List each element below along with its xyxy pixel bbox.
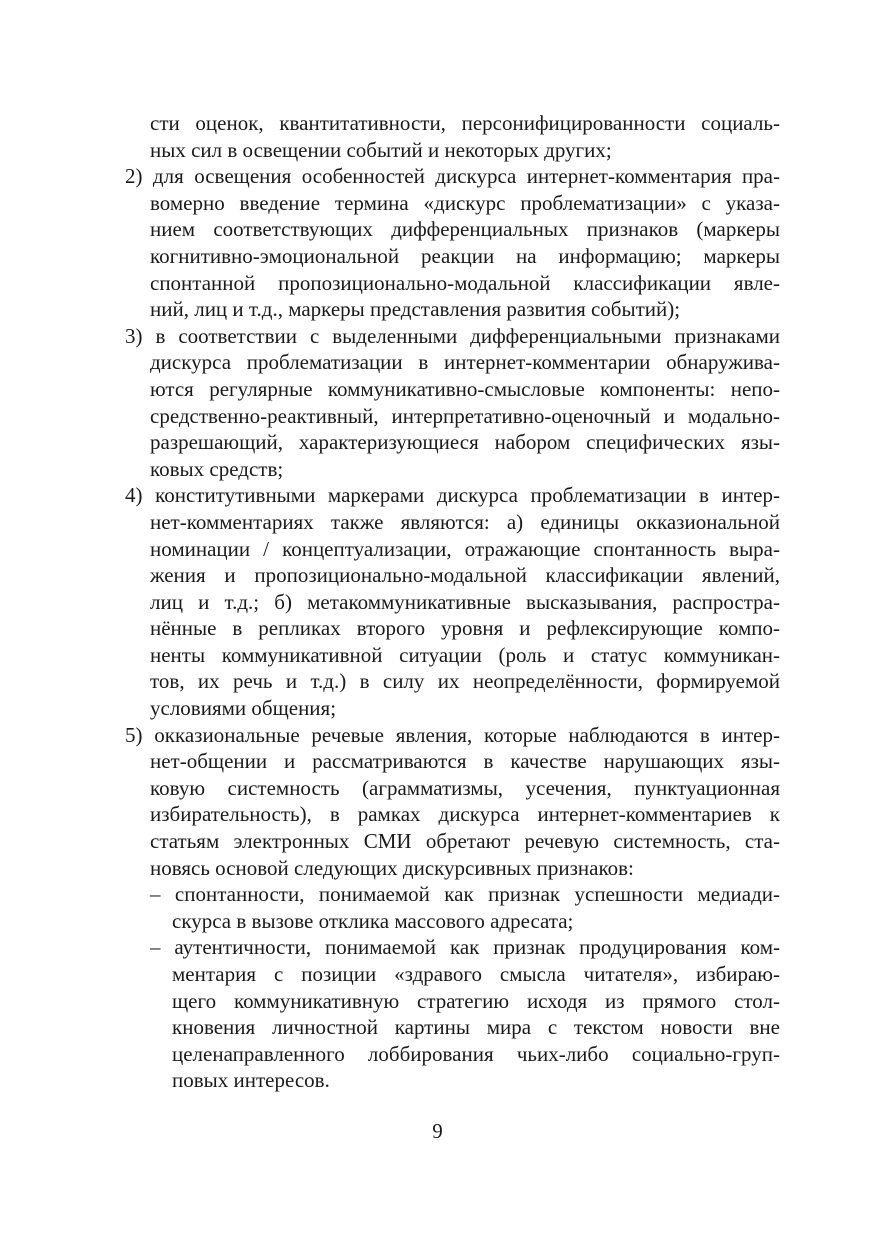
text-line: избирательность), в рамках дискурса интернет-комментариев к xyxy=(150,802,780,827)
text-line: ются регулярные коммуникативно-смысловые компоненты: непо- xyxy=(150,376,780,401)
text-line: жения и пропозиционально-модальной классификации явлений, xyxy=(150,563,780,588)
text-line: сти оценок, квантитативности, персонифицированности социаль- xyxy=(150,111,780,135)
text-line: когнитивно-эмоциональной реакции на информацию; маркеры xyxy=(150,243,780,268)
text-line: спонтанной пропозиционально-модальной классификации явле- xyxy=(150,270,780,295)
text-line: вомерно введение термина «дискурс проблематизации» с указа- xyxy=(150,190,780,215)
text-line: тов, их речь и т.д.) в силу их неопределённости, формируемой xyxy=(150,669,780,694)
text-line: нет-комментариях также являются: а) единицы окказиональной xyxy=(150,509,780,534)
text-line: ных сил в освещении событий и некоторых других; xyxy=(150,137,612,162)
text-line: нет-общении и рассматриваются в качестве нарушающих язы- xyxy=(150,749,780,774)
text-line: номинации / концептуализации, отражающие спонтанность выра- xyxy=(150,536,780,561)
text-line: лиц и т.д.; б) метакоммуникативные высказывания, распростра- xyxy=(150,589,780,614)
text-line: ковую системность (аграмматизмы, усечения, пунктуационная xyxy=(150,775,780,800)
list-item-3-line: 3) в соответствии с выделенными дифференциальными признаками xyxy=(125,323,780,348)
text-line: ментария с позиции «здравого смысла читателя», избираю- xyxy=(172,962,780,986)
text-line: разрешающий, характеризующиеся набором специфических язы- xyxy=(150,430,780,455)
text-line: нием соответствующих дифференциальных признаков (маркеры xyxy=(150,217,780,242)
dash-item-line: – аутентичности, понимаемой как признак продуцирования ком- xyxy=(150,935,780,960)
text-line: целенаправленного лоббирования чьих-либо социально-груп- xyxy=(172,1041,780,1066)
text-line: ний, лиц и т.д., маркеры представления развития событий); xyxy=(150,297,681,322)
list-item-5-line: 5) окказиональные речевые явления, которые наблюдаются в интер- xyxy=(125,722,780,747)
list-item-4-line: 4) конститутивными маркерами дискурса проблематизации в интер- xyxy=(125,483,780,508)
text-line: условиями общения; xyxy=(150,696,337,721)
text-line: средственно-реактивный, интерпретативно-оценочный и модально- xyxy=(150,403,780,428)
text-line: ковых средств; xyxy=(150,456,284,481)
text-line: нённые в репликах второго уровня и рефлексирующие компо- xyxy=(150,616,780,641)
dash-item-line: – спонтанности, понимаемой как признак успешности медиади- xyxy=(150,882,780,907)
text-line: новясь основой следующих дискурсивных признаков: xyxy=(150,855,634,880)
text-line: щего коммуникативную стратегию исходя из прямого стол- xyxy=(172,988,780,1013)
page-number: 9 xyxy=(432,1119,443,1143)
text-line: кновения личностной картины мира с текстом новости вне xyxy=(172,1015,780,1040)
text-line: повых интересов. xyxy=(172,1068,330,1093)
text-line: дискурса проблематизации в интернет-комментарии обнаружива- xyxy=(150,350,780,375)
body-text xyxy=(125,110,780,1094)
text-line: скурса в вызове отклика массового адресата; xyxy=(172,908,574,933)
text-line: ненты коммуникативной ситуации (роль и статус коммуникан- xyxy=(150,642,780,667)
text-line: статьям электронных СМИ обретают речевую системность, ста- xyxy=(150,829,780,854)
list-item-2-line: 2) для освещения особенностей дискурса интернет-комментария пра- xyxy=(125,164,780,189)
